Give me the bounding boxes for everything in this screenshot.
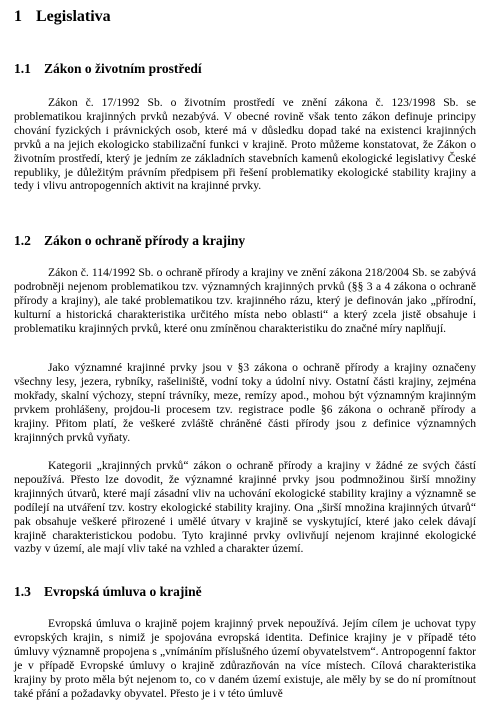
section-number: 1.3 bbox=[14, 584, 31, 599]
paragraph-text: Kategorii „krajinných prvků“ zákon o ochraně přírody a krajiny v žádné ze svých částí nepoužívá. Přesto lze dovodit, že významné krajinné prvky jsou podmnožinou širší množiny krajinných útvarů, které mají zásadní vliv na uchování ekologické stability krajiny a významně se podílejí na utváření tzv. kostry ekologické stability krajiny. Ona „širší množina krajinných útvarů“ pak obsahuje veškeré přirozené i umělé útvary v krajině se vyskytující, které jako celek dávají krajině charakteristickou podobu. Tyto krajinné prvky ovlivňují nejenom krajinné ekologické vazby v území, ale mají vliv také na vzhled a charakter území. bbox=[14, 459, 476, 556]
section-heading-1-1 bbox=[14, 61, 202, 77]
paragraph-text: Jako významné krajinné prvky jsou v §3 zákona o ochraně přírody a krajiny označeny všechny lesy, jezera, rybníky, rašeliniště, vodní toky a údolní nivy. Ostatní části krajiny, zejména mokřady, skalní výchozy, stepní trávníky, meze, remízy apod., mohou být významným krajinným prvkem prohlášeny, projdou-li procesem tzv. registrace podle §6 zákona o ochraně přírody a krajiny. Přitom platí, že veškeré zvláště chráněné části přírody jsou z definice významných krajinných prvků vyňaty. bbox=[14, 361, 476, 444]
paragraph bbox=[14, 459, 476, 556]
chapter-number: 1 bbox=[14, 8, 22, 25]
section-title: Zákon o ochraně přírody a krajiny bbox=[44, 233, 246, 248]
paragraph-text: Zákon č. 17/1992 Sb. o životním prostředí ve znění zákona č. 123/1998 Sb. se problematikou krajinných prvků nezabývá. V obecné rovině však tento zákon definuje principy chování fyzických i právnických osob, které má v důsledku dopad také na existenci krajinných prvků a na jejich ekologicko stabilizační funkci v krajině. Proto můžeme konstatovat, že Zákon o životním prostředí, který je jedním ze základních stavebních kamenů ekologické legislativy České republiky, je důležitým právním předpisem při řešení problematiky ekologické stability krajiny a tedy i vlivu antropogenních aktivit na krajinné prvky. bbox=[14, 96, 476, 193]
section-title: Zákon o životním prostředí bbox=[44, 61, 202, 76]
paragraph bbox=[14, 617, 476, 700]
paragraph-text: Zákon č. 114/1992 Sb. o ochraně přírody a krajiny ve znění zákona 218/2004 Sb. se zabývá podrobněji nejenom problematikou tzv. významných krajinných prvků (§§ 3 a 4 zákona o ochraně přírody a krajiny), ale také problematikou tzv. krajinného rázu, který je definován jako „přírodní, kulturní a historická charakteristika určitého místa nebo oblasti“ a který zcela jistě obsahuje i problematiku krajinných prvků, které onu zmíněnou charakteristiku do značné míry naplňují. bbox=[14, 266, 476, 335]
paragraph bbox=[14, 361, 476, 444]
paragraph bbox=[14, 266, 476, 336]
section-number: 1.2 bbox=[14, 233, 31, 248]
chapter-title: Legislativa bbox=[36, 8, 111, 25]
paragraph-text: Evropská úmluva o krajině pojem krajinný prvek nepoužívá. Jejím cílem je uchovat typy evropských krajin, s nimiž je spojována evropská identita. Definice krajiny je v případě této úmluvy významně propojena s „vnímáním příslušného území obyvatelstvem“. Antropogenní faktor je v případě Evropské úmluvy o krajině zdůrazňován na více místech. Cílová charakteristika krajiny by proto měla být nejenom to, co v daném území existuje, ale měly by se do ní promítnout také přání a požadavky obyvatel. Přesto je i v této úmluvě bbox=[14, 617, 476, 700]
section-title: Evropská úmluva o krajině bbox=[44, 584, 202, 599]
paragraph bbox=[14, 96, 476, 193]
chapter-heading bbox=[14, 8, 111, 26]
section-heading-1-2 bbox=[14, 233, 245, 249]
section-number: 1.1 bbox=[14, 61, 31, 76]
section-heading-1-3 bbox=[14, 584, 202, 600]
